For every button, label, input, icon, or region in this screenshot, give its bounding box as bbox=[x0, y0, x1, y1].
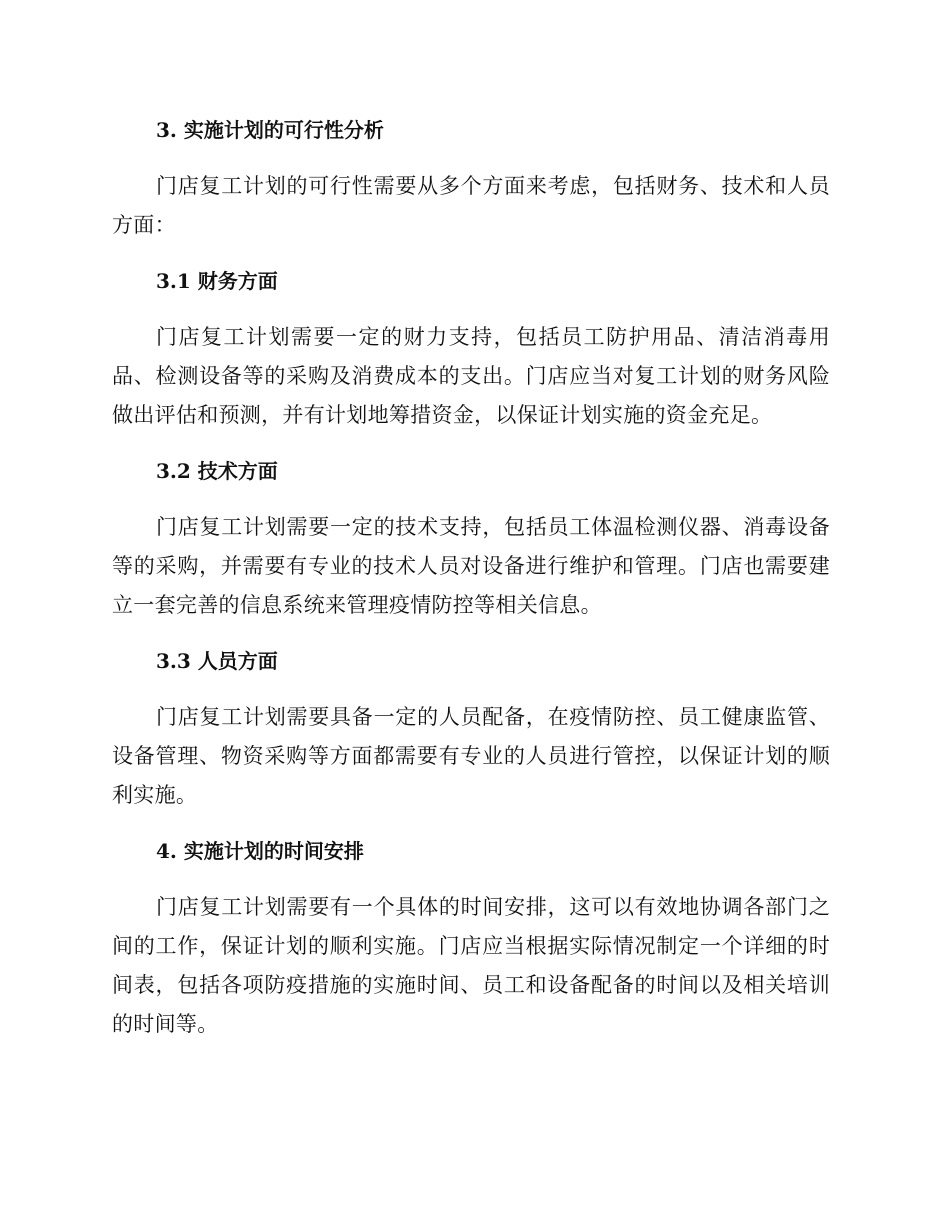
section-paragraph-3-3: 门店复工计划需要具备一定的人员配备，在疫情防控、员工健康监管、设备管理、物资采购等方面都需要有专业的人员进行管控，以保证计划的顺利实施。 bbox=[112, 705, 830, 807]
section-paragraph-3-1: 门店复工计划需要一定的财力支持，包括员工防护用品、清洁消毒用品、检测设备等的采购及消费成本的支出。门店应当对复工计划的财务风险做出评估和预测，并有计划地筹措资金，以保证计划实施的资金充足。 bbox=[112, 325, 830, 427]
section-heading-3-3: 3.3 人员方面 bbox=[156, 649, 278, 673]
section-paragraph-4: 门店复工计划需要有一个具体的时间安排，这可以有效地协调各部门之间的工作，保证计划的顺利实施。门店应当根据实际情况制定一个详细的时间表，包括各项防疫措施的实施时间、员工和设备配备的时间以及相关培训的时间等。 bbox=[112, 895, 830, 1036]
section-heading-4: 4. 实施计划的时间安排 bbox=[156, 839, 364, 863]
section-heading-3: 3. 实施计划的可行性分析 bbox=[156, 118, 384, 142]
section-heading-3-2: 3.2 技术方面 bbox=[156, 459, 278, 483]
section-paragraph-3-2: 门店复工计划需要一定的技术支持，包括员工体温检测仪器、消毒设备等的采购，并需要有专业的技术人员对设备进行维护和管理。门店也需要建立一套完善的信息系统来管理疫情防控等相关信息。 bbox=[112, 515, 830, 617]
section-heading-3-1: 3.1 财务方面 bbox=[156, 269, 278, 293]
section-paragraph-3: 门店复工计划的可行性需要从多个方面来考虑，包括财务、技术和人员方面： bbox=[112, 174, 830, 237]
document-body bbox=[112, 111, 830, 1044]
